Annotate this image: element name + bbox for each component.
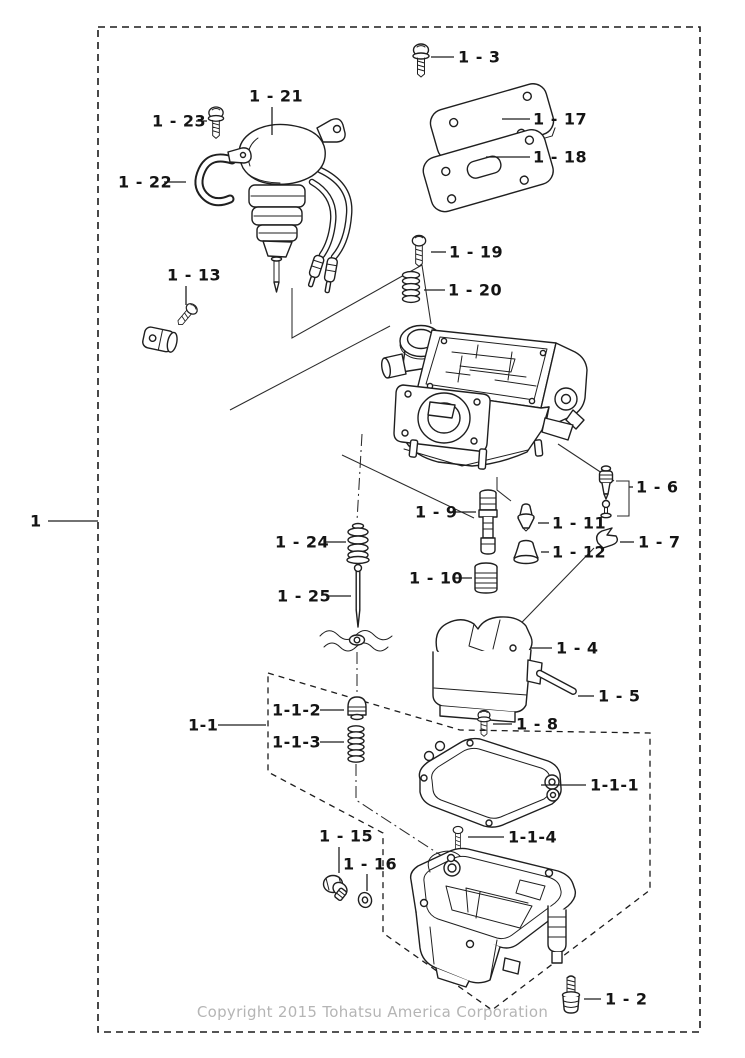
part-valve-seat-1-11	[518, 504, 534, 531]
part-label-1-10: 1 - 10	[409, 568, 464, 588]
part-fitting-1-13	[142, 302, 200, 354]
part-label-1-1-2: 1-1-2	[272, 700, 322, 720]
part-float-valve-1-6	[600, 466, 613, 518]
part-label-1-3: 1 - 3	[458, 47, 501, 67]
part-clip-1-22	[199, 148, 251, 202]
part-label-1-22: 1 - 22	[118, 172, 173, 192]
part-float-pin-1-5	[536, 669, 578, 695]
part-label-1-18: 1 - 18	[533, 147, 588, 167]
part-label-1-11: 1 - 11	[552, 513, 607, 533]
part-label-1-21: 1 - 21	[249, 86, 304, 106]
part-label-1-17: 1 - 17	[533, 109, 588, 129]
part-nozzle-1-9	[479, 490, 497, 554]
part-grommet-1-12	[514, 541, 538, 564]
part-spring-1-24	[347, 524, 369, 564]
part-label-1-16: 1 - 16	[343, 854, 398, 874]
part-spring-1-1-3	[348, 726, 364, 762]
part-label-1-4: 1 - 4	[556, 638, 599, 658]
part-needle-1-25	[355, 565, 362, 628]
part-plug-jet-1-10	[475, 563, 497, 593]
part-label-1-1-3: 1-1-3	[272, 732, 322, 752]
part-label-1-12: 1 - 12	[552, 542, 607, 562]
part-screw-1-19	[412, 235, 425, 266]
part-drain-plug-1-15	[324, 876, 350, 902]
part-plug-1-1-2	[348, 697, 366, 720]
part-label-1-19: 1 - 19	[449, 242, 504, 262]
part-spring-1-20	[403, 272, 420, 303]
part-gasket-1-1-1	[419, 739, 561, 828]
part-carburetor-body	[380, 326, 587, 470]
part-label-1: 1	[30, 511, 42, 531]
part-label-1-1-4: 1-1-4	[508, 827, 558, 847]
part-label-1-20: 1 - 20	[448, 280, 503, 300]
part-label-1-23: 1 - 23	[152, 111, 207, 131]
part-screw-1-1-4	[453, 826, 463, 850]
part-label-1-6: 1 - 6	[636, 477, 679, 497]
part-label-1-1-1: 1-1-1	[590, 775, 640, 795]
part-screw-1-3	[413, 44, 429, 77]
part-label-1-25: 1 - 25	[277, 586, 332, 606]
part-label-1-2: 1 - 2	[605, 989, 648, 1009]
part-label-1-9: 1 - 9	[415, 502, 458, 522]
part-label-1-7: 1 - 7	[638, 532, 681, 552]
part-label-1-24: 1 - 24	[275, 532, 330, 552]
break-symbol	[320, 631, 392, 652]
part-label-1-1: 1-1	[188, 715, 219, 735]
part-solenoid-1-21	[239, 119, 349, 294]
part-float-1-4	[433, 617, 542, 722]
part-screw-1-8	[478, 710, 491, 736]
part-washer-1-16	[357, 891, 373, 909]
part-label-1-5: 1 - 5	[598, 686, 641, 706]
part-label-1-15: 1 - 15	[319, 826, 374, 846]
copyright-notice: Copyright 2015 Tohatsu America Corporation	[196, 1003, 549, 1021]
part-label-1-8: 1 - 8	[516, 714, 559, 734]
part-screw-1-23	[208, 107, 223, 138]
part-label-1-13: 1 - 13	[167, 265, 222, 285]
